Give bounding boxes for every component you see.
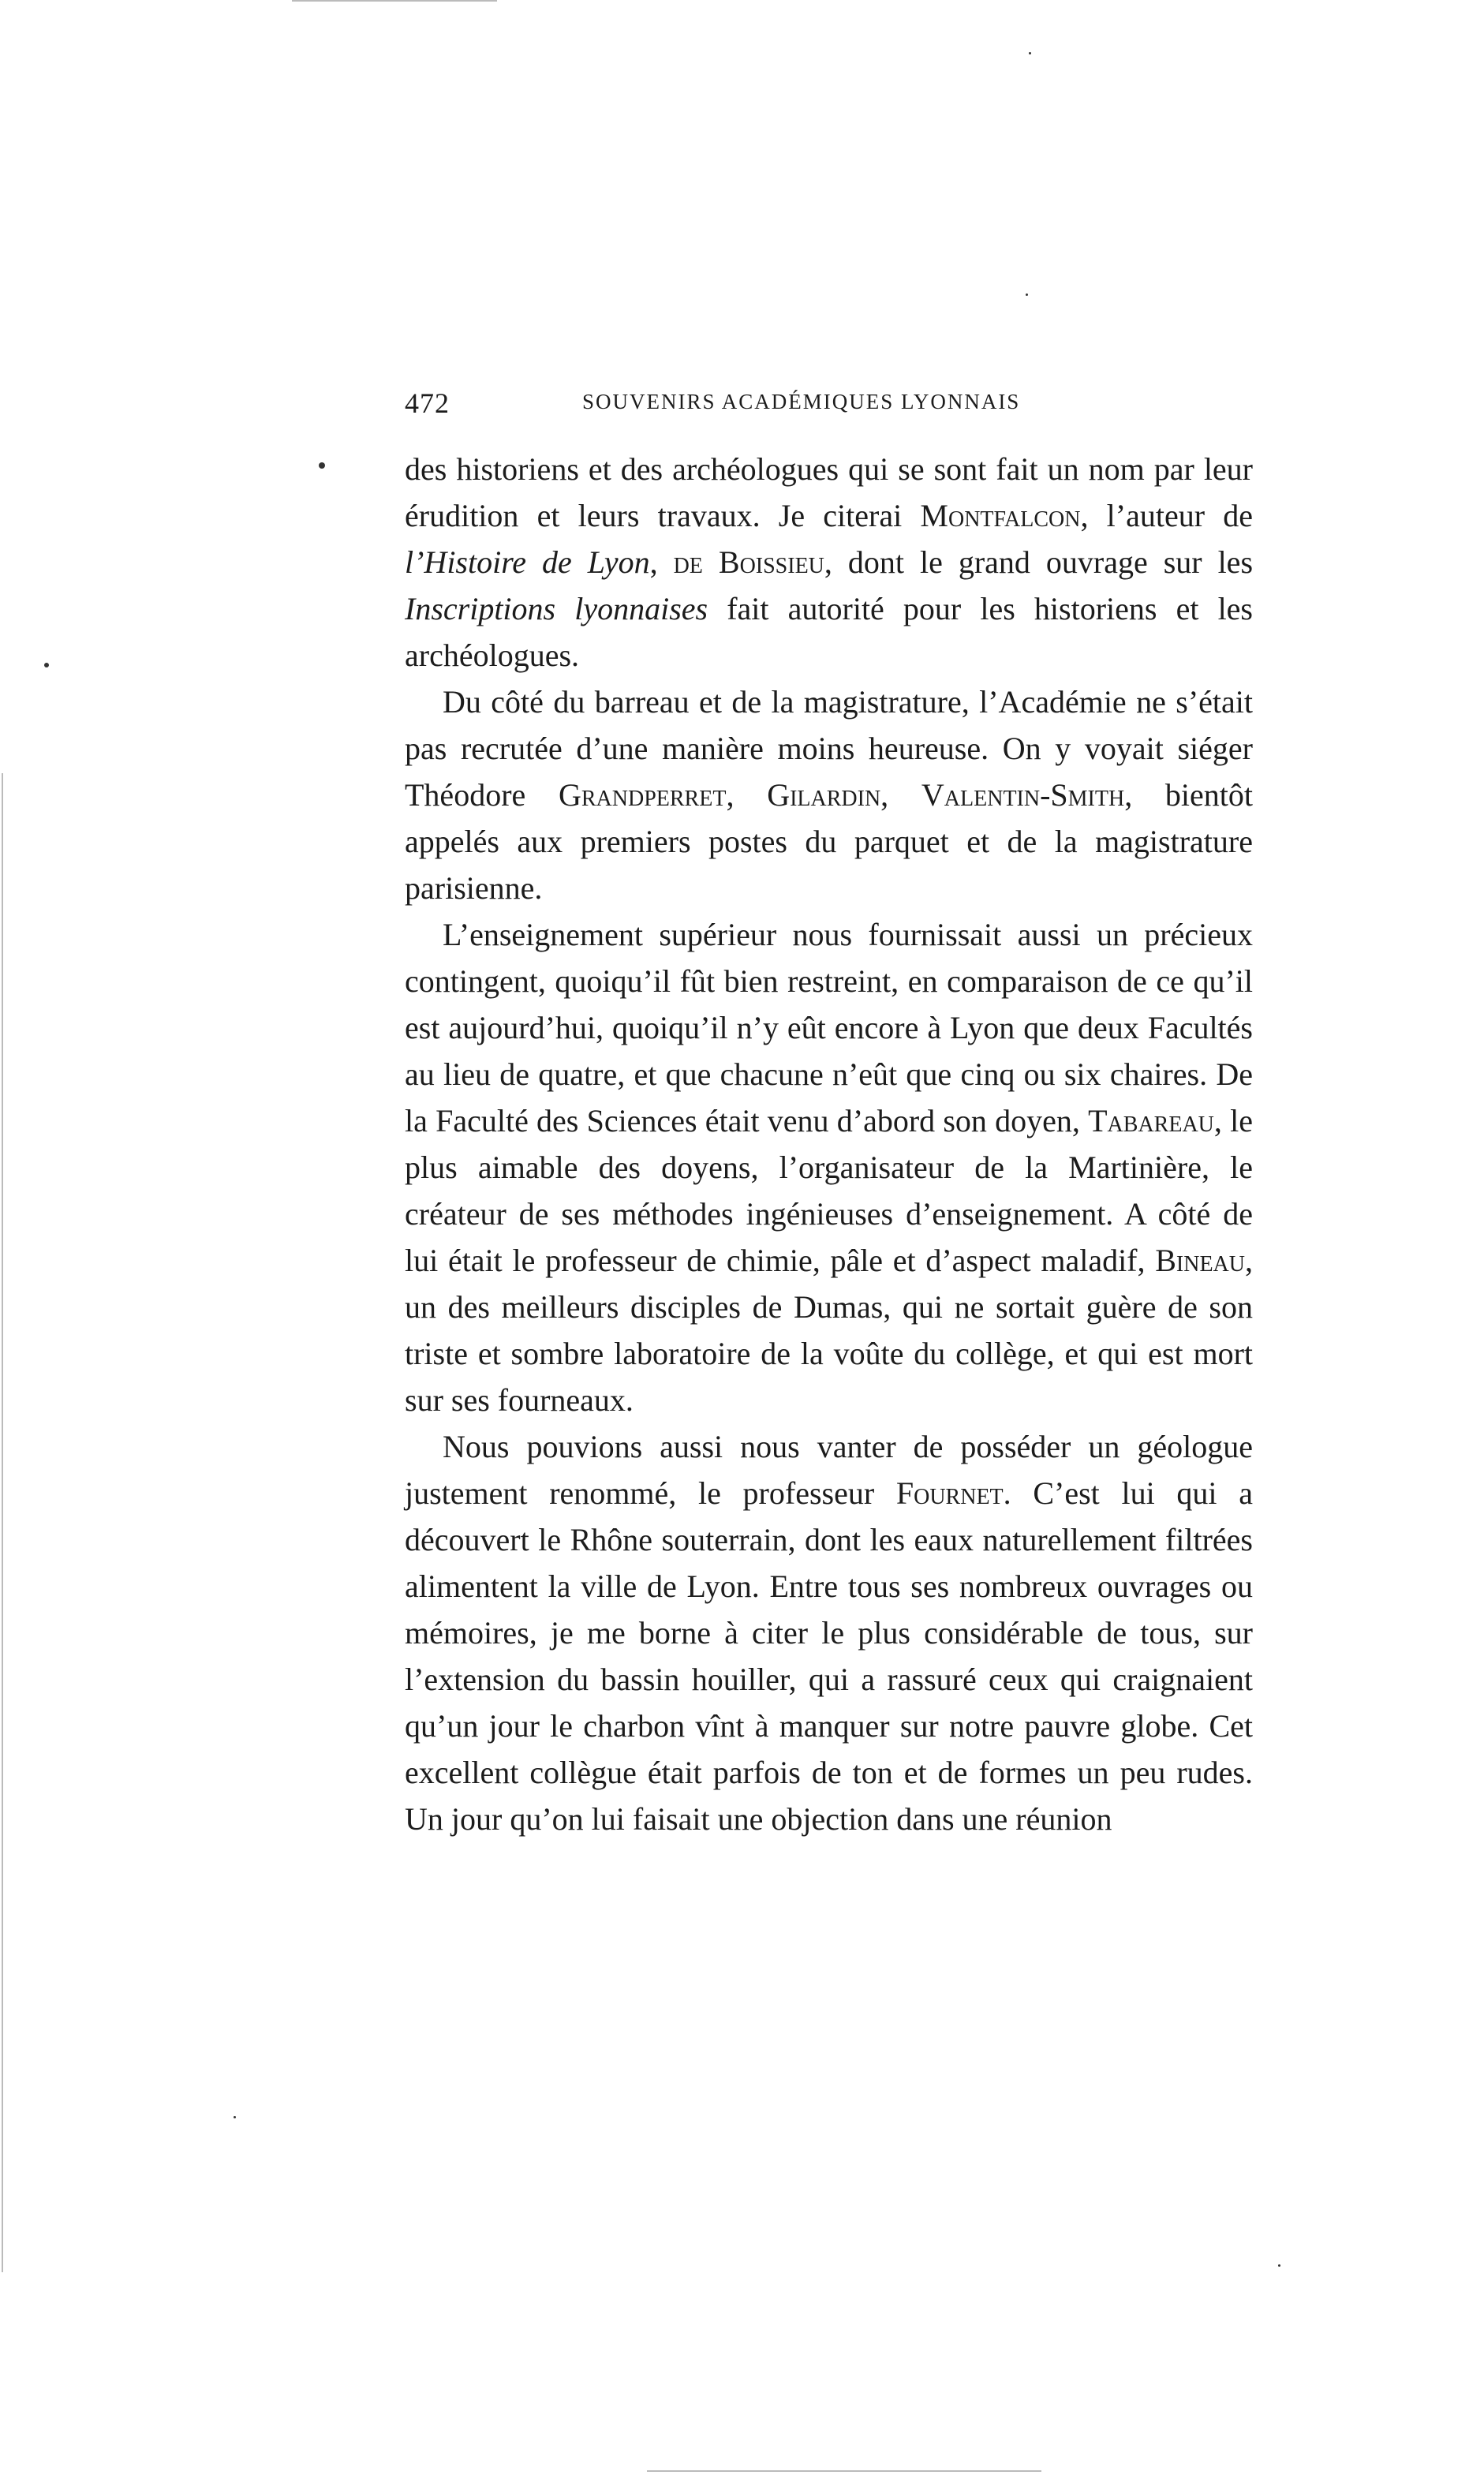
person-name: Valentin-Smith — [921, 777, 1125, 813]
scan-edge-bottom — [647, 2470, 1041, 2472]
text-run: , dont le grand ouvrage sur les — [824, 544, 1254, 580]
text-run: , le plus aimable des doyens, l’organisateur de la Martinière, le créateur de ses méthodes ingénieuses d’enseignement. A côté de lui était le professeur de chimie, pâle et d’aspect maladif, — [405, 1103, 1253, 1278]
text-run: , l’auteur de — [1080, 498, 1253, 533]
paragraph-1 — [405, 446, 1253, 679]
body-text — [405, 446, 1253, 1842]
scan-edge-top — [292, 0, 497, 2]
scan-speck — [234, 2116, 236, 2118]
text-run: . C’est lui qui a découvert le Rhône souterrain, dont les eaux naturellement filtrées alimentent la ville de Lyon. Entre tous ses nombreux ouvrages ou mémoires, je me borne à citer le plus considérable de tous, sur l’extension du bassin houiller, qui a rassuré ceux qui craignaient qu’un jour le charbon vînt à manquer sur notre pauvre globe. Cet excellent collègue était parfois de ton et de formes un peu rudes. Un jour qu’on lui faisait une objection dans une réunion — [405, 1475, 1253, 1837]
text-run: Nous pouvions aussi nous vanter de posséder un géologue justement renommé, le professeur — [405, 1429, 1253, 1511]
text-run: , — [649, 544, 674, 580]
person-name: Tabareau — [1088, 1103, 1214, 1138]
scan-speck — [1278, 2264, 1280, 2267]
person-name: Montfalcon — [920, 498, 1081, 533]
person-name: Bineau — [1155, 1243, 1245, 1278]
running-title: SOUVENIRS ACADÉMIQUES LYONNAIS — [582, 390, 1021, 413]
text-run: , — [726, 777, 768, 813]
scan-speck — [319, 462, 325, 469]
person-name: Grandperret — [558, 777, 727, 813]
text-run: L’enseignement supérieur nous fournissait aussi un précieux contingent, quoiqu’il fût bien restreint, en comparaison de ce qu’il est aujourd’hui, quoiqu’il n’y eût encore à Lyon que deux Facultés au lieu de quatre, et que chacune n’eût que cinq ou six chaires. De la Faculté des Sciences était venu d’abord son doyen, — [405, 917, 1253, 1138]
page-number: 472 — [405, 387, 450, 419]
scan-speck — [44, 663, 49, 667]
text-run: , un des meilleurs disciples de Dumas, qui ne sortait guère de son triste et sombre laboratoire de la voûte du collège, et qui est mort sur ses fourneaux. — [405, 1243, 1253, 1418]
scan-edge-left — [2, 773, 3, 2272]
paragraph-3 — [405, 911, 1253, 1423]
text-run: , — [880, 777, 921, 813]
text-run: Du côté du barreau et de la magistrature, l’Académie ne s’était pas recrutée d’une manière moins heureuse. On y voyait siéger Théodore — [405, 684, 1253, 813]
book-title: l’Histoire de Lyon — [405, 544, 650, 580]
book-title: Inscriptions lyonnaises — [405, 591, 708, 626]
person-name: Fournet — [895, 1475, 1004, 1511]
person-name: de Boissieu — [673, 544, 824, 580]
running-head — [405, 387, 1253, 418]
text-run: , bientôt appelés aux premiers postes du parquet et de la magistrature parisienne. — [405, 777, 1254, 906]
text-run: des historiens et des archéologues qui se sont fait un nom par leur érudition et leurs travaux. Je citerai — [405, 451, 1253, 533]
text-run: fait autorité pour les historiens et les archéologues. — [405, 591, 1253, 673]
paragraph-4 — [405, 1423, 1253, 1842]
scan-speck — [1029, 52, 1031, 54]
person-name: Gilardin — [767, 777, 881, 813]
paragraph-2 — [405, 679, 1253, 911]
scan-speck — [1026, 293, 1028, 296]
